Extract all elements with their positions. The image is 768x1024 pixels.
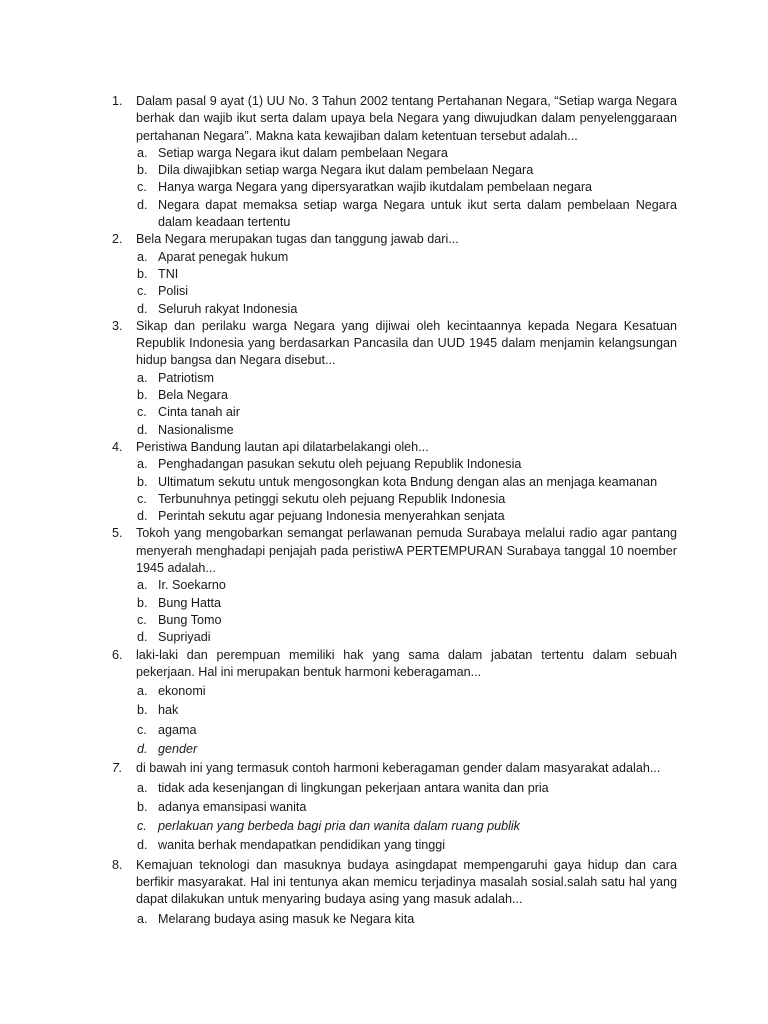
option-letter: a. [137,578,148,593]
option-letter: d. [137,741,148,756]
option-letter: b. [137,595,148,610]
option-text: Bela Negara [158,388,229,403]
option-text: Setiap warga Negara ikut dalam pembelaan Negara [158,145,448,160]
option-letter: c. [137,405,147,420]
question-item [0,647,768,682]
option-text: Ir. Soekarno [158,578,226,593]
option-letter: a. [137,684,148,699]
answer-option [0,456,768,473]
question-text: Peristiwa Bandung lautan api dilatarbelakangi oleh... [136,439,429,454]
question-text: laki-laki dan perempuan memiliki hak yang sama dalam jabatan tertentu dalam sebuah pekerjaan. Hal ini merupakan bentuk harmoni keberagaman... [136,647,677,679]
option-letter: a. [137,370,148,385]
answer-option [0,799,768,816]
option-letter: a. [137,457,148,472]
option-text: Perintah sekutu agar pejuang Indonesia menyerahkan senjata [158,509,505,524]
answer-option [0,508,768,525]
option-text: Dila diwajibkan setiap warga Negara ikut dalam pembelaan Negara [158,163,534,178]
answer-option [0,577,768,594]
answer-option [0,629,768,646]
answer-option [0,162,768,179]
answer-option [0,249,768,266]
option-text: Polisi [158,284,189,299]
answer-option [0,612,768,629]
option-text: wanita berhak mendapatkan pendidikan yang tinggi [158,838,446,853]
option-letter: d. [137,509,148,524]
question-text: Bela Negara merupakan tugas dan tanggung jawab dari... [136,232,459,247]
question-number: 3. [112,318,123,333]
option-letter: d. [137,197,148,212]
option-letter: a. [137,145,148,160]
question-item [0,93,768,145]
option-text: agama [158,722,197,737]
option-text: Hanya warga Negara yang dipersyaratkan wajib ikutdalam pembelaan negara [158,180,593,195]
answer-option [0,780,768,797]
question-list [0,93,768,928]
question-item [0,857,768,909]
question-number: 6. [112,647,123,662]
option-text: Penghadangan pasukan sekutu oleh pejuang Republik Indonesia [158,457,522,472]
answer-option [0,404,768,421]
answer-option [0,179,768,196]
answer-option [0,474,768,491]
option-text: Bung Tomo [158,612,222,627]
question-text: Kemajuan teknologi dan masuknya budaya asingdapat mempengaruhi gaya hidup dan cara berfikir masyarakat. Hal ini tentunya akan memicu terjadinya masalah sosial.salah satu hal yang dapat dilakukan untuk menyaring budaya asing yang masuk adalah... [136,857,677,907]
question-text: di bawah ini yang termasuk contoh harmoni keberagaman gender dalam masyarakat adalah... [136,761,661,776]
answer-option [0,818,768,835]
option-text: Supriyadi [158,630,211,645]
option-text: Patriotism [158,370,214,385]
option-text: Cinta tanah air [158,405,240,420]
question-number: 2. [112,232,123,247]
option-letter: b. [137,266,148,281]
option-text: tidak ada kesenjangan di lingkungan pekerjaan antara wanita dan pria [158,780,549,795]
question-item [0,439,768,456]
option-letter: d. [137,630,148,645]
option-text: Terbunuhnya petinggi sekutu oleh pejuang Republik Indonesia [158,491,506,506]
option-letter: c. [137,612,147,627]
option-letter: b. [137,388,148,403]
option-text: Negara dapat memaksa setiap warga Negara untuk ikut serta dalam pembelaan Negara dalam keadaan tertentu [158,197,677,230]
answer-option [0,283,768,300]
question-text: Dalam pasal 9 ayat (1) UU No. 3 Tahun 2002 tentang Pertahanan Negara, “Setiap warga Negara berhak dan wajib ikut serta dalam upaya bela Negara yang diwujudkan dalam penyelenggaraan pertahanan Negara”. Makna kata kewajiban dalam ketentuan tersebut adalah... [136,94,677,143]
option-letter: b. [137,474,148,489]
question-number: 4. [112,439,123,454]
answer-option [0,301,768,318]
question-number: 8. [112,857,123,872]
option-letter: d. [137,838,148,853]
answer-option [0,837,768,854]
answer-option [0,266,768,283]
answer-option [0,491,768,508]
question-number: 1. [112,94,123,108]
option-letter: d. [137,422,148,437]
option-letter: c. [137,491,147,506]
option-text: Ultimatum sekutu untuk mengosongkan kota Bndung dengan alas an menjaga keamanan [158,474,658,489]
option-letter: d. [137,301,148,316]
option-text: Seluruh rakyat Indonesia [158,301,298,316]
answer-option [0,911,768,928]
option-letter: c. [137,722,147,737]
option-letter: a. [137,249,148,264]
answer-option [0,422,768,439]
question-item [0,760,768,777]
question-item [0,318,768,370]
answer-option [0,197,768,232]
option-letter: b. [137,163,148,178]
option-letter: b. [137,703,148,718]
answer-option [0,145,768,162]
option-text: Nasionalisme [158,422,234,437]
question-text: Tokoh yang mengobarkan semangat perlawanan pemuda Surabaya melalui radio agar pantang menyerah menghadapi penjajah pada peristiwA PERTEMPURAN Surabaya tanggal 10 noember 1945 adalah... [136,526,677,576]
option-letter: a. [137,911,148,926]
option-text: ekonomi [158,684,206,699]
option-letter: b. [137,799,148,814]
answer-option [0,702,768,719]
option-text: adanya emansipasi wanita [158,799,307,814]
option-letter: c. [137,284,147,299]
answer-option [0,595,768,612]
answer-option [0,722,768,739]
option-text: Bung Hatta [158,595,222,610]
option-letter: a. [137,780,148,795]
question-item [0,525,768,577]
question-number: 7. [112,761,123,776]
option-text: Aparat penegak hukum [158,249,289,264]
option-text: hak [158,703,179,718]
option-text: gender [158,741,198,756]
question-item [0,231,768,248]
option-text: Melarang budaya asing masuk ke Negara kita [158,911,415,926]
option-letter: c. [137,819,147,834]
answer-option [0,741,768,758]
answer-option [0,683,768,700]
option-text: TNI [158,266,179,281]
option-text: perlakuan yang berbeda bagi pria dan wanita dalam ruang publik [158,819,520,834]
question-number: 5. [112,526,123,541]
answer-option [0,387,768,404]
option-letter: c. [137,180,147,195]
answer-option [0,370,768,387]
question-text: Sikap dan perilaku warga Negara yang dijiwai oleh kecintaannya kepada Negara Kesatuan Republik Indonesia yang berdasarkan Pancasila dan UUD 1945 dalam menjamin kelangsungan hidup bangsa dan Negara disebut... [136,318,677,368]
